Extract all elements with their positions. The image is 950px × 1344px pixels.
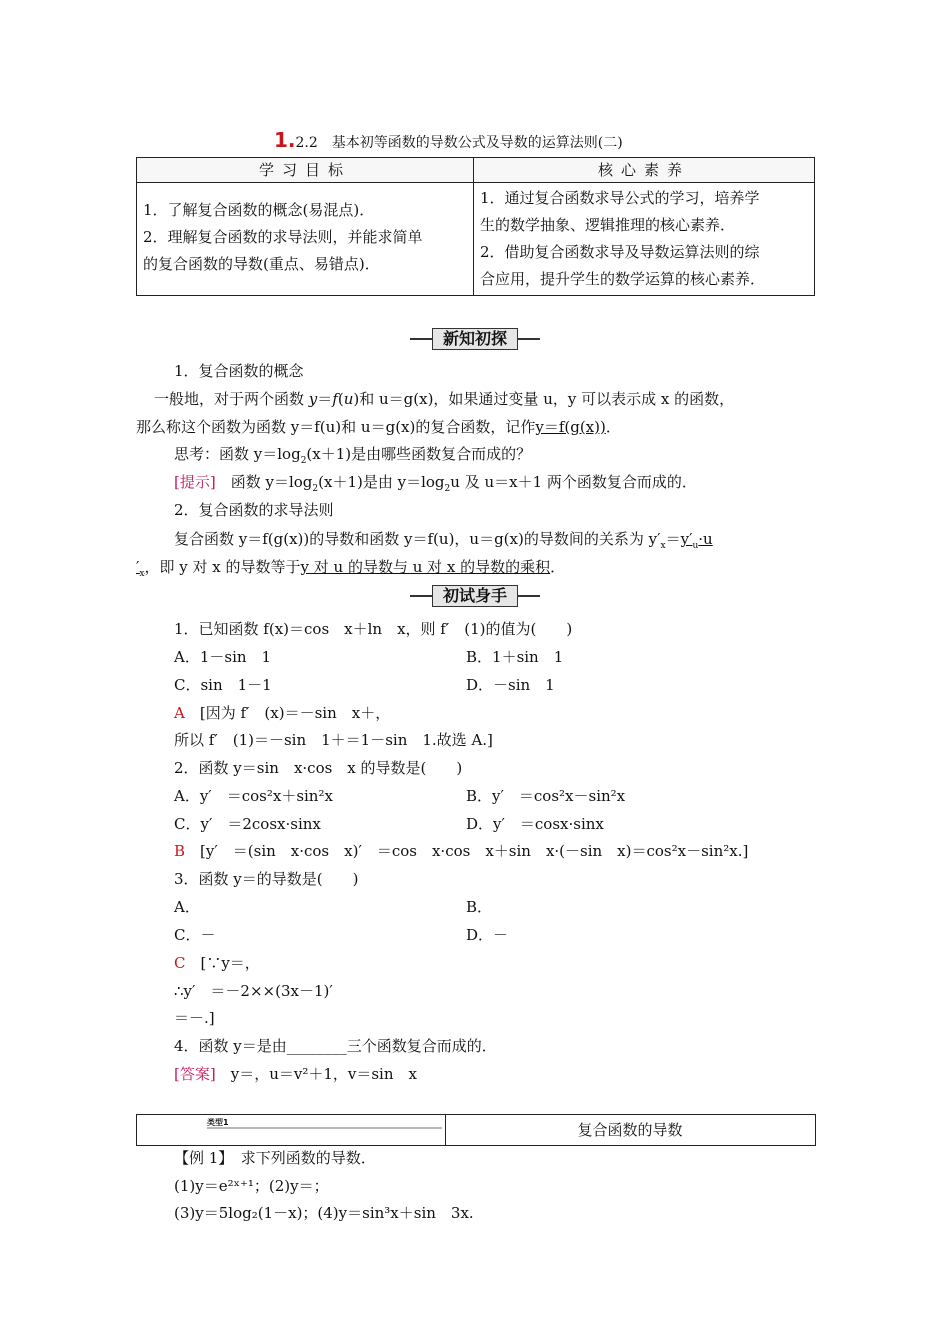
q3-solution1: C [∵y＝，: [174, 954, 260, 972]
goal-right-1: 1．通过复合函数求导公式的学习，培养学: [480, 189, 760, 207]
q4-stem: 4．函数 y＝是由________三个函数复合而成的．: [174, 1037, 497, 1055]
s1-line1: 一般地，对于两个函数 y＝f(u)和 u＝g(x)，如果通过变量 u，y 可以表示成 x 的函数，: [154, 390, 735, 408]
document-title: [274, 128, 623, 152]
banner-first-try: [410, 585, 540, 607]
type-tag: 类型1: [207, 1118, 229, 1127]
q3-option-b: B．: [466, 898, 493, 916]
goal-right-4: 合应用，提升学生的数学运算的核心素养．: [480, 270, 766, 288]
q2-option-c: C．y′ ＝2cosx·sinx: [174, 815, 321, 833]
type-header: [136, 1114, 816, 1146]
example1-label: 【例 1】 求下列函数的导数．: [174, 1149, 376, 1167]
q3-solution2: ∴y′ ＝－2××(3x－1)′: [174, 982, 333, 1000]
q1-option-c: C．sin 1－1: [174, 676, 272, 694]
s2-line2: $'_x$，即 y 对 x 的导数等于y 对 u 的导数与 u 对 x 的导数的乘积．: [136, 558, 566, 579]
q4-answer: [答案] y＝，u＝v²＋1，v＝sin x: [174, 1065, 417, 1083]
goal-left-1: 1．了解复合函数的概念(易混点)．: [143, 201, 375, 219]
q3-option-d: D．－: [466, 926, 509, 944]
q2-option-a: A．y′ ＝cos²x＋sin²x: [174, 787, 333, 805]
s1-hint: [提示] 函数 $y=\log_2(x+1)$是由 $y=\log_2u$ 及 u＝x＋1 两个函数复合而成的．: [174, 473, 697, 494]
s1-line2: 那么称这个函数为函数 y＝f(u)和 u＝g(x)的复合函数，记作y＝f(g(x))．: [136, 418, 621, 436]
q3-stem: 3．函数 y＝的导数是( ): [174, 870, 359, 888]
title-number: 1.: [274, 128, 296, 152]
q2-solution: B [y′ ＝(sin x·cos x)′ ＝cos x·cos x＋sin x·(－sin x)＝cos²x－sin²x.]: [174, 842, 749, 860]
s1-think: 思考：函数 $y=\log_2(x+1)$是由哪些函数复合而成的？: [174, 445, 532, 466]
banner-new-knowledge-label: 新知初探: [432, 328, 518, 350]
q1-option-a: A．1－sin 1: [174, 648, 272, 666]
goal-right-3: 2．借助复合函数求导及导数运算法则的综: [480, 243, 760, 261]
goal-left-3: 的复合函数的导数(重点、易错点)．: [143, 255, 380, 273]
hint-tag: [提示]: [174, 473, 216, 491]
banner-new-knowledge: [410, 328, 540, 350]
q3-solution3: ＝－.]: [174, 1009, 215, 1027]
q1-solution1: A [因为 f′ (x)＝－sin x＋，: [174, 704, 391, 722]
q2-option-b: B．y′ ＝cos²x－sin²x: [466, 787, 626, 805]
example1-line2: (3)y＝5log₂(1－x)；(4)y＝sin³x＋sin 3x.: [174, 1204, 474, 1222]
q1-option-d: D．－sin 1: [466, 676, 555, 694]
title-text: 2.2 基本初等函数的导数公式及导数的运算法则(二): [295, 135, 623, 151]
q3-answer: C: [174, 954, 186, 972]
q1-option-b: B．1＋sin 1: [466, 648, 564, 666]
goals-table: [136, 157, 815, 296]
q2-stem: 2．函数 y＝sin x·cos x 的导数是( ): [174, 759, 463, 777]
goal-left-2: 2．理解复合函数的求导法则，并能求简单: [143, 228, 423, 246]
q3-option-c: C．－: [174, 926, 216, 944]
example1-line1: (1)y＝e²ˣ⁺¹；(2)y＝；: [174, 1177, 329, 1195]
type-title: 复合函数的导数: [577, 1121, 683, 1139]
goals-head-left: 学习目标: [137, 158, 474, 183]
q3-option-a: A．: [174, 898, 200, 916]
goals-head-right: 核心素养: [474, 158, 815, 183]
q1-answer: A: [174, 704, 185, 722]
q1-solution2: 所以 f′ (1)＝－sin 1＋＝1－sin 1.故选 A.]: [174, 731, 493, 749]
q2-option-d: D．y′ ＝cosx·sinx: [466, 815, 604, 833]
goal-right-2: 生的数学抽象、逻辑推理的核心素养．: [480, 216, 736, 234]
q1-stem: 1．已知函数 f(x)＝cos x＋ln x，则 f′ (1)的值为( ): [174, 620, 573, 638]
s2-heading: 2．复合函数的求导法则: [174, 501, 334, 519]
q2-answer: B: [174, 842, 186, 860]
goals-right-cell: [474, 183, 815, 296]
s1-heading: 1．复合函数的概念: [174, 362, 304, 380]
answer-tag: [答案]: [174, 1065, 216, 1083]
s2-line1: 复合函数 y＝f(g(x))的导数和函数 y＝f(u)，u＝g(x)的导数间的关系为 $y'_x=y'_u\cdot u$: [174, 530, 713, 551]
goals-left-cell: [137, 183, 474, 296]
banner-first-try-label: 初试身手: [432, 585, 518, 607]
